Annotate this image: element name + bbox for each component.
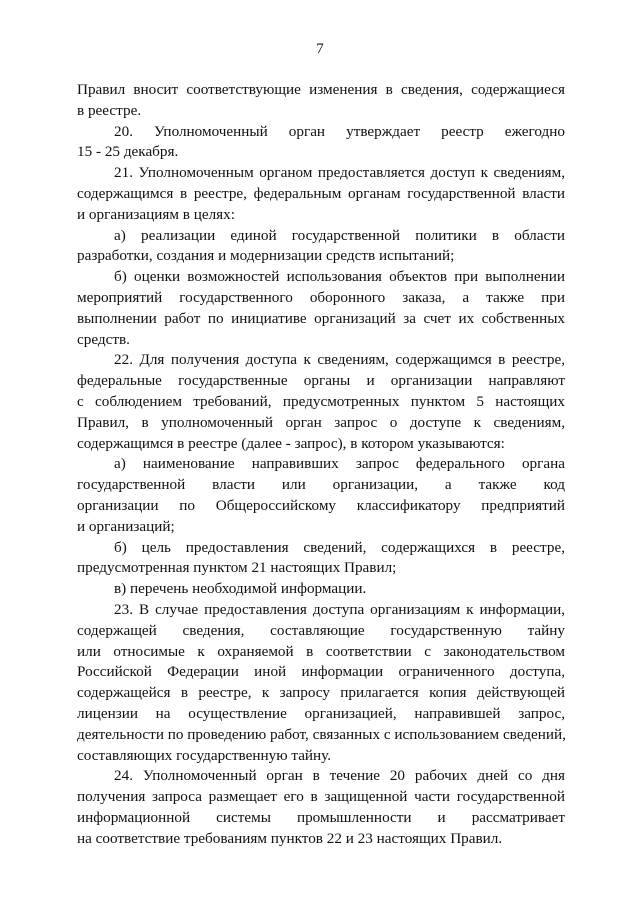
text-line: а) наименование направивших запрос федерального органа [114, 455, 565, 473]
text-line: разработки, создания и модернизации средств испытаний; [77, 247, 455, 265]
text-line: и организациям в целях: [77, 205, 235, 223]
text-line: содержащейся в реестре, к запросу прилагается копия действующей [77, 684, 565, 702]
text-line: информационной системы промышленности и рассматривает [77, 809, 565, 826]
text-line: составляющих государственную тайну. [77, 746, 332, 764]
text-line: на соответствие требованиям пунктов 22 и 23 настоящих Правил. [77, 829, 503, 847]
text-line: средств. [77, 330, 130, 348]
text-line: 20. Уполномоченный орган утверждает реестр ежегодно [114, 122, 565, 140]
text-line: 24. Уполномоченный орган в течение 20 рабочих дней со дня [114, 767, 565, 785]
text-line: предусмотренная пунктом 21 настоящих Правил; [77, 559, 397, 577]
text-line: б) оценки возможностей использования объектов при выполнении [114, 268, 565, 286]
text-line: содержащей сведения, составляющие государственную тайну [77, 621, 565, 639]
text-line: организации по Общероссийскому классификатору предприятий [77, 497, 565, 514]
text-line: в) перечень необходимой информации. [114, 580, 367, 598]
text-line: а) реализации единой государственной политики в области [114, 226, 565, 244]
text-line: федеральные государственные органы и организации направляют [77, 372, 565, 390]
text-line: мероприятий государственного оборонного заказа, а также при [77, 289, 565, 306]
text-line: государственной власти или организации, а также код [77, 476, 565, 494]
page-number: 7 [316, 41, 324, 57]
text-line: б) цель предоставления сведений, содержащихся в реестре, [114, 538, 565, 556]
text-line: 22. Для получения доступа к сведениям, содержащимся в реестре, [114, 351, 565, 369]
text-line: или относимые к охраняемой в соответствии с законодательством [77, 642, 565, 660]
text-line: лицензии на осуществление организацией, направившей запрос, [77, 705, 565, 722]
text-line: деятельности по проведению работ, связанных с использованием сведений, [77, 725, 566, 743]
text-line: содержащимся в реестре, федеральным органам государственной власти [77, 185, 565, 202]
text-line: с соблюдением требований, предусмотренных пунктом 5 настоящих [77, 393, 565, 410]
text-line: 15 - 25 декабря. [77, 143, 179, 161]
text-line: Правил, в уполномоченный орган запрос о доступе к сведениям, [77, 413, 565, 431]
text-line: получения запроса размещает его в защищенной части государственной [77, 788, 565, 806]
text-line: выполнении работ по инициативе организаций за счет их собственных [77, 309, 565, 327]
text-line: 23. В случае предоставления доступа организациям к информации, [114, 601, 565, 618]
text-line: Российской Федерации иной информации ограниченного доступа, [77, 663, 565, 681]
text-line: и организаций; [77, 517, 175, 535]
text-line: содержащимся в реестре (далее - запрос), в котором указываются: [77, 434, 505, 452]
text-line: 21. Уполномоченным органом предоставляется доступ к сведениям, [114, 164, 565, 182]
text-line: Правил вносит соответствующие изменения в сведения, содержащиеся [77, 81, 565, 98]
text-line: в реестре. [77, 101, 142, 119]
